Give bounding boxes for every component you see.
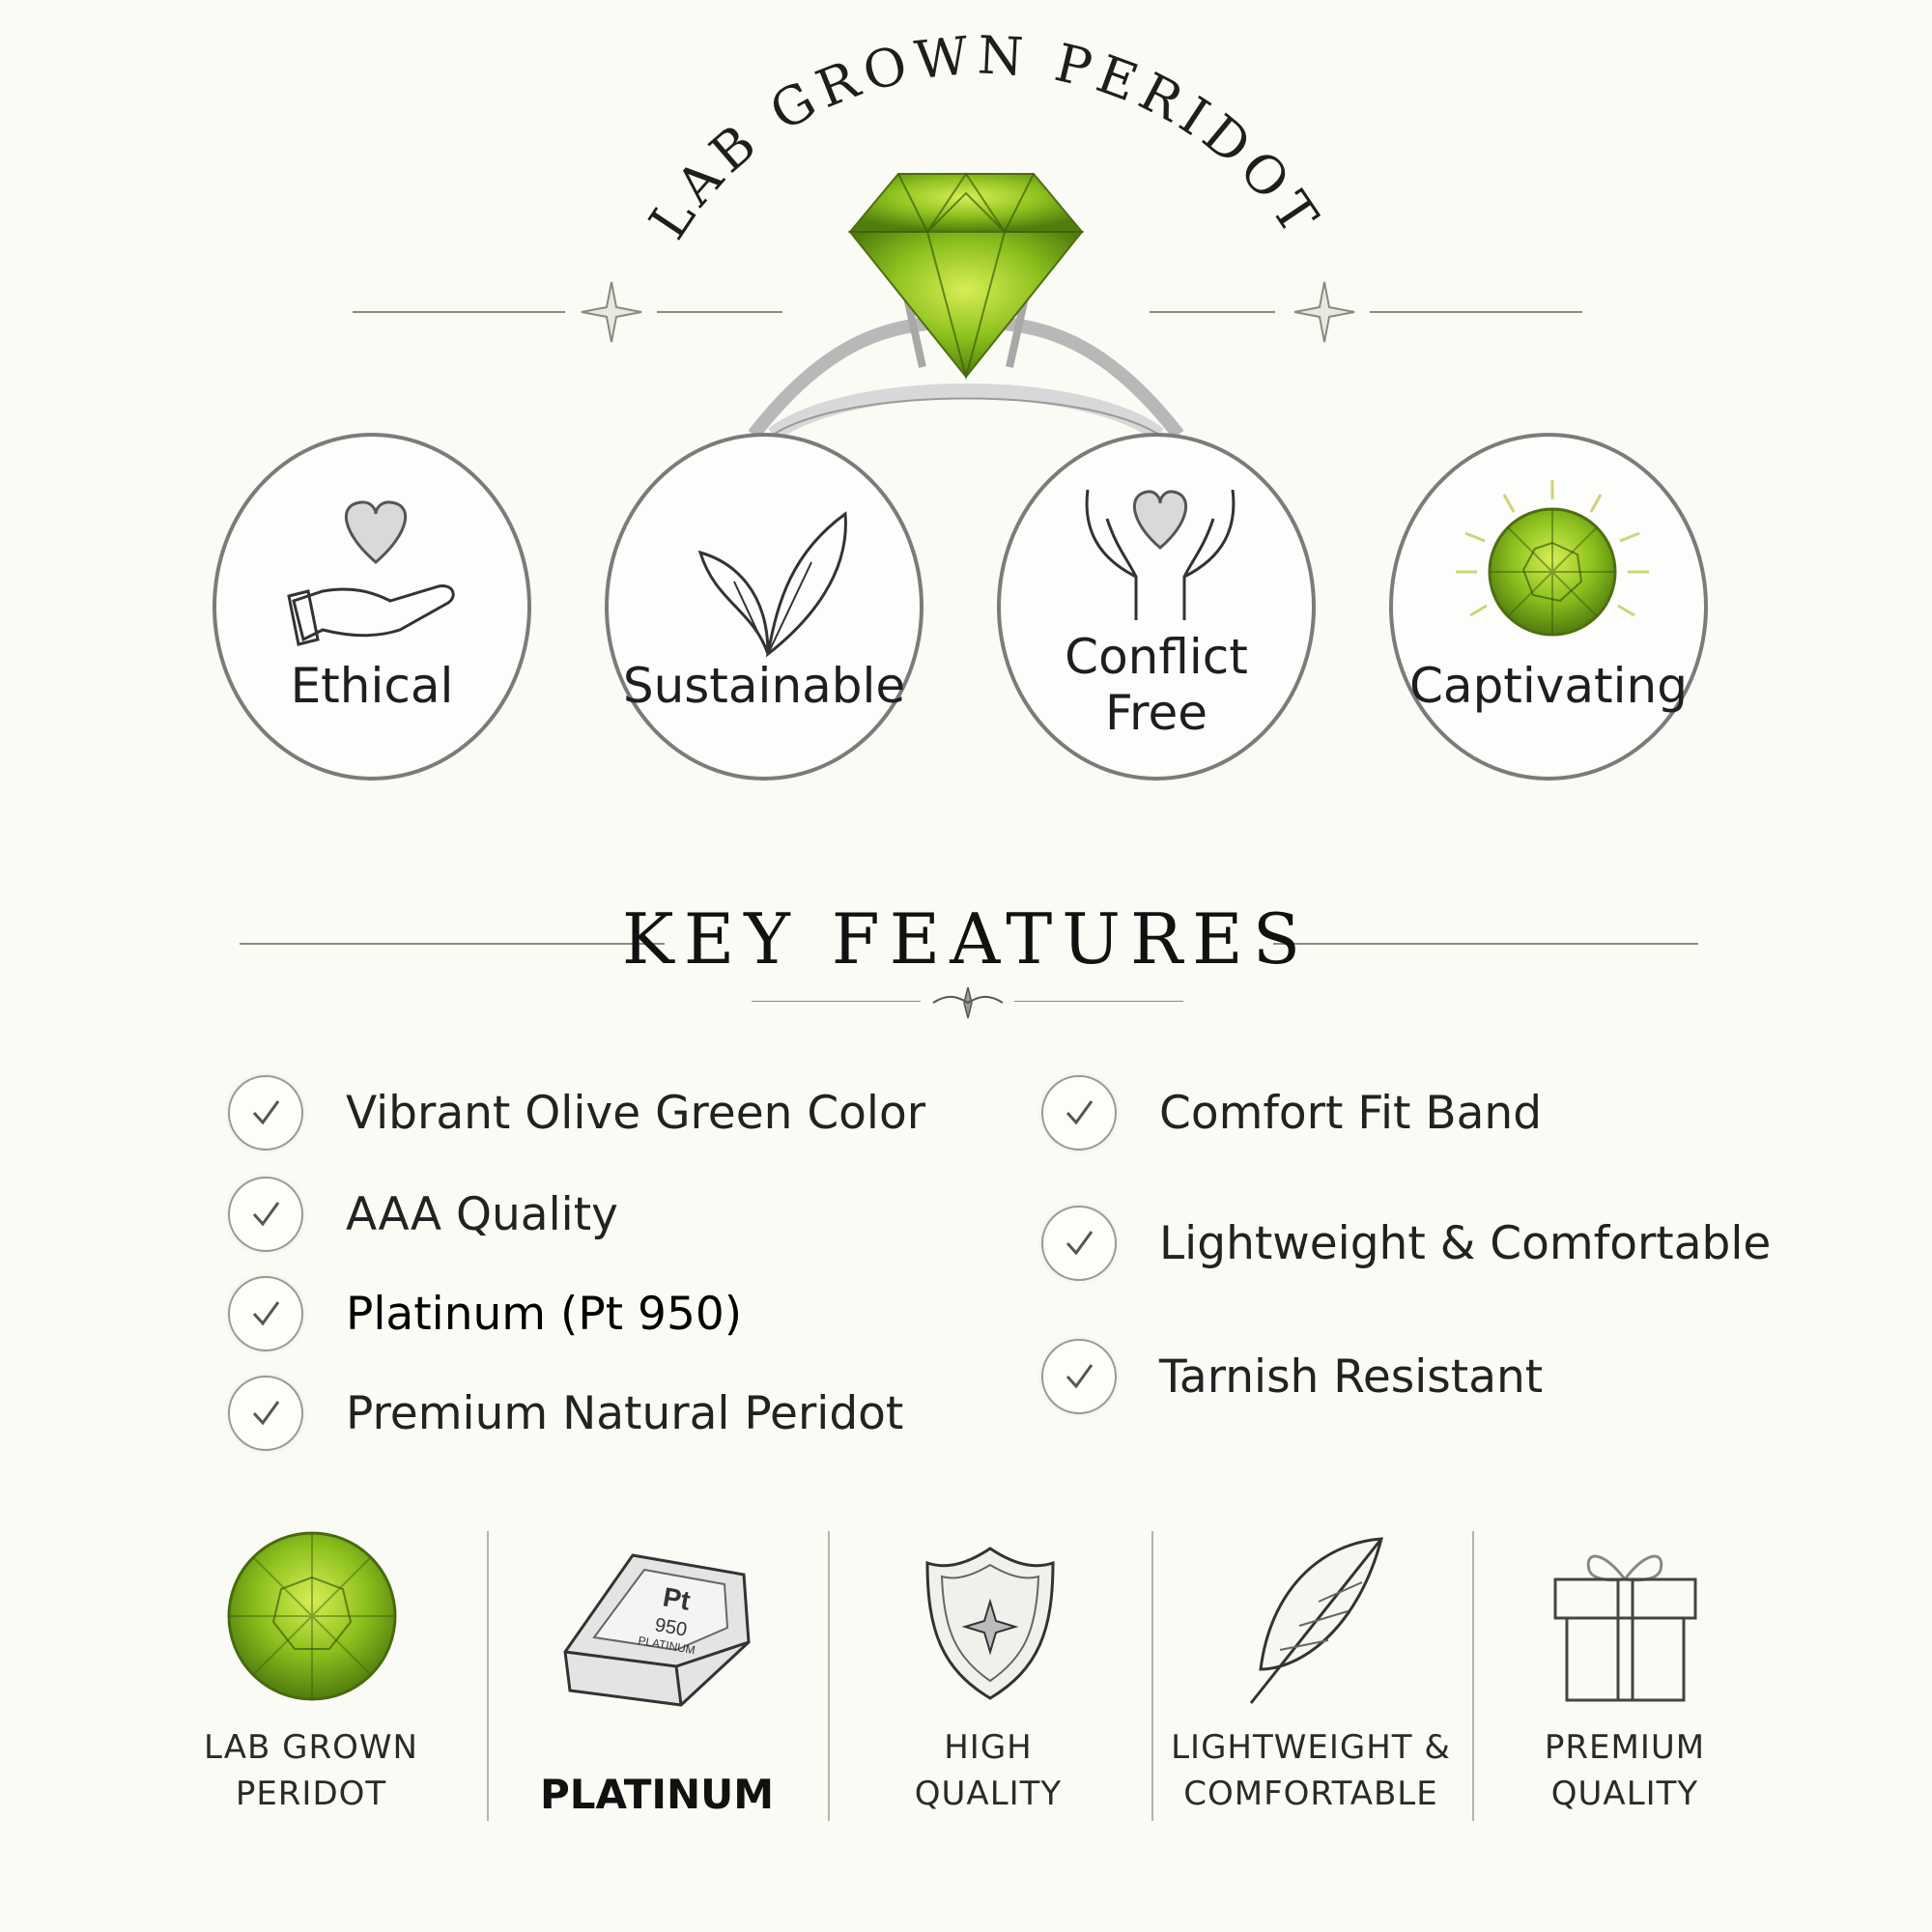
value-circle-conflict-free xyxy=(997,433,1316,781)
feature-item xyxy=(228,1069,925,1156)
checkmark-icon xyxy=(228,1075,303,1151)
value-circle-captivating xyxy=(1389,433,1708,781)
divider-right-2 xyxy=(1370,311,1582,313)
badge-line: PLATINUM xyxy=(539,1771,775,1818)
feature-item xyxy=(228,1171,618,1258)
value-label-free: Free xyxy=(1104,684,1208,741)
checkmark-icon xyxy=(1041,1339,1117,1414)
bar-text-950: 950 xyxy=(653,1614,689,1641)
kf-underline-left xyxy=(752,1001,921,1002)
badge-line: PREMIUM xyxy=(1544,1728,1706,1767)
badge-label-lab-grown xyxy=(166,1724,456,1817)
peridot-gem-icon xyxy=(225,1529,399,1703)
gem-icon xyxy=(1446,475,1659,649)
feature-text: Tarnish Resistant xyxy=(1159,1350,1544,1404)
badge-separator xyxy=(487,1531,489,1821)
value-label-sustainable: Sustainable xyxy=(622,658,906,714)
feature-text: AAA Quality xyxy=(346,1187,618,1241)
badge-line: QUALITY xyxy=(1550,1775,1699,1813)
badge-line: HIGH xyxy=(944,1728,1033,1767)
feature-text: Lightweight & Comfortable xyxy=(1159,1216,1772,1270)
checkmark-icon xyxy=(228,1376,303,1451)
badge-label-premium xyxy=(1480,1724,1770,1817)
feather-icon xyxy=(1241,1534,1386,1708)
feature-item xyxy=(228,1370,903,1457)
badge-label-lightweight xyxy=(1166,1724,1456,1817)
hands-heart-icon xyxy=(1078,480,1242,625)
feature-item xyxy=(1041,1200,1771,1287)
checkmark-icon xyxy=(228,1177,303,1252)
checkmark-icon xyxy=(228,1276,303,1351)
checkmark-icon xyxy=(1041,1075,1117,1151)
page-title: LAB GROWN PERIDOT xyxy=(637,24,1334,250)
feature-item xyxy=(228,1270,742,1357)
badge-separator xyxy=(1151,1531,1153,1821)
badge-line: QUALITY xyxy=(914,1775,1063,1813)
peridot-ring-illustration xyxy=(734,155,1198,444)
value-circle-ethical xyxy=(213,433,531,781)
platinum-bar-icon xyxy=(555,1536,758,1715)
feature-text: Comfort Fit Band xyxy=(1159,1086,1543,1140)
feature-item xyxy=(1041,1333,1543,1420)
leaves-icon xyxy=(696,495,850,659)
bar-text-pt: Pt xyxy=(660,1581,693,1616)
badge-separator xyxy=(828,1531,830,1821)
value-circle-sustainable xyxy=(605,433,923,781)
badge-line: COMFORTABLE xyxy=(1183,1775,1438,1813)
bar-text-platinum: PLATINUM xyxy=(637,1634,696,1658)
badge-label-high-quality xyxy=(843,1724,1133,1817)
heart-hand-icon xyxy=(284,495,468,649)
value-label-conflict: Conflict xyxy=(1065,629,1248,685)
badge-line: LIGHTWEIGHT & xyxy=(1171,1728,1451,1767)
feature-text: Platinum (Pt 950) xyxy=(346,1287,743,1341)
key-features-title: KEY FEATURES xyxy=(621,898,1311,980)
sparkle-icon xyxy=(1293,280,1356,344)
ornament-icon xyxy=(929,983,1007,1022)
badge-line: LAB GROWN xyxy=(204,1728,418,1767)
kf-underline-right xyxy=(1014,1001,1183,1002)
feature-item xyxy=(1041,1069,1542,1156)
badge-separator xyxy=(1472,1531,1474,1821)
value-label-captivating: Captivating xyxy=(1409,658,1688,714)
sparkle-icon xyxy=(580,280,643,344)
shield-icon xyxy=(923,1544,1058,1703)
gift-icon xyxy=(1546,1531,1705,1705)
badge-line: PERIDOT xyxy=(235,1775,387,1813)
badge-label-platinum xyxy=(512,1772,802,1818)
feature-text: Premium Natural Peridot xyxy=(346,1386,904,1440)
checkmark-icon xyxy=(1041,1206,1117,1281)
divider-left xyxy=(353,311,565,313)
value-label-ethical: Ethical xyxy=(290,658,454,714)
feature-text: Vibrant Olive Green Color xyxy=(346,1086,926,1140)
